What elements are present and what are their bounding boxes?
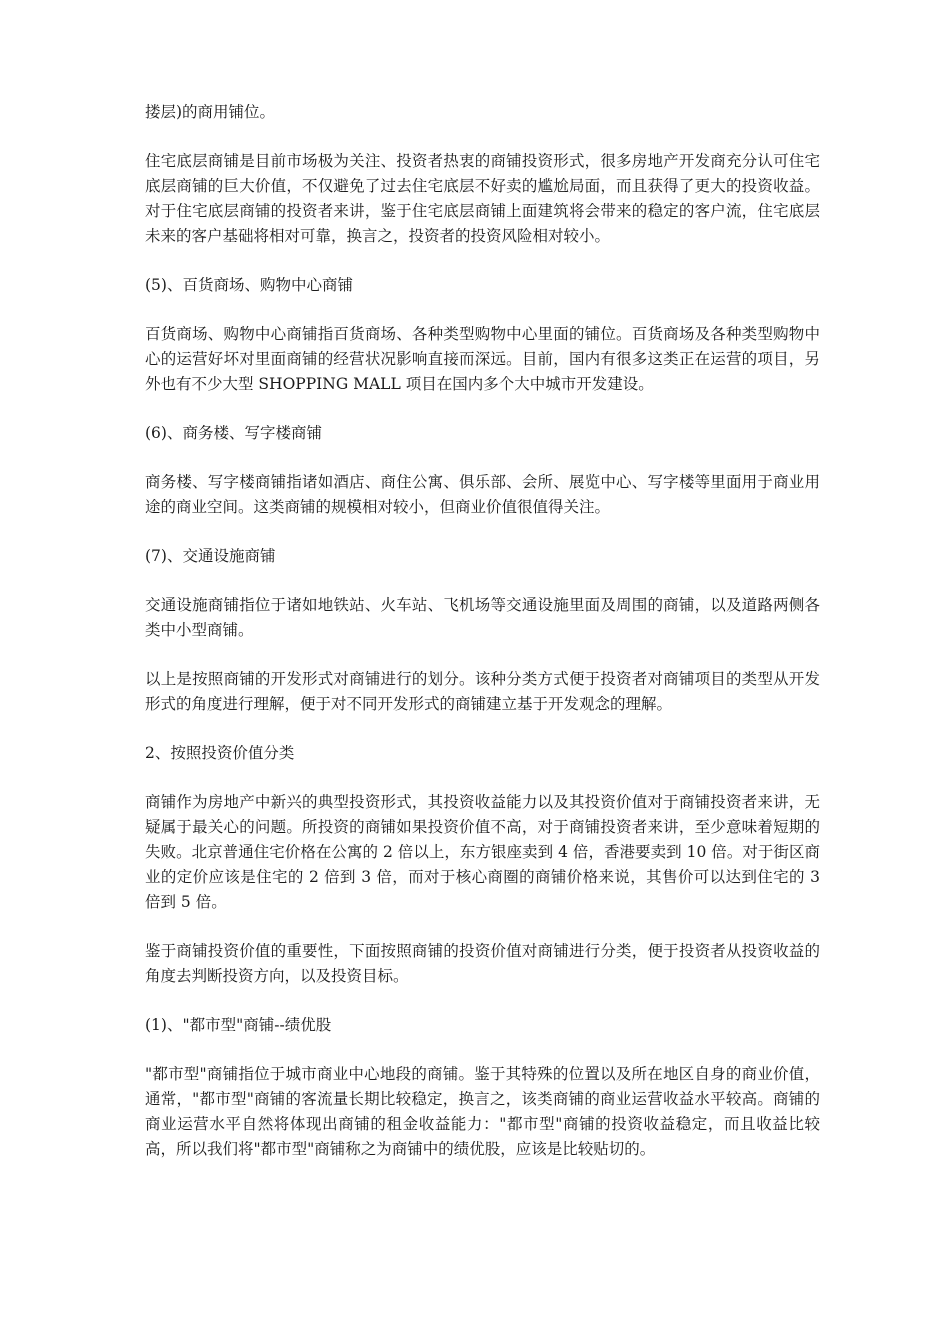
paragraph-summary-development: 以上是按照商铺的开发形式对商铺进行的划分。该种分类方式便于投资者对商铺项目的类型从开发形式的角度进行理解，便于对不同开发形式的商铺建立基于开发观念的理解。: [145, 670, 820, 713]
section-heading-office-building: (6)、商务楼、写字楼商铺: [145, 424, 322, 442]
section-heading-investment-value: 2、按照投资价值分类: [145, 744, 295, 762]
paragraph-investment-value: 商铺作为房地产中新兴的典型投资形式，其投资收益能力以及其投资价值对于商铺投资者来讲，无疑属于最关心的问题。所投资的商铺如果投资价值不高，对于商铺投资者来讲，至少意味着短期的失败。北京普通住宅价格在公寓的 2 倍以上，东方银座卖到 4 倍，香港要卖到 10 倍。对于街区商业的定价应该是住宅的 2 倍到 3 倍，而对于核心商圈的商铺价格来说，其售价可以达到住宅的 3 倍到 5 倍。: [145, 793, 820, 911]
paragraph-residential-ground-floor: 住宅底层商铺是目前市场极为关注、投资者热衷的商铺投资形式，很多房地产开发商充分认可住宅底层商铺的巨大价值，不仅避免了过去住宅底层不好卖的尴尬局面，而且获得了更大的投资收益。对于住宅底层商铺的投资者来讲，鉴于住宅底层商铺上面建筑将会带来的稳定的客户流，住宅底层未来的客户基础将相对可靠，换言之，投资者的投资风险相对较小。: [145, 152, 820, 245]
paragraph-intro-fragment: 搂层)的商用铺位。: [145, 103, 276, 121]
section-heading-department-store: (5)、百货商场、购物中心商铺: [145, 276, 353, 294]
paragraph-urban-type: "都市型"商铺指位于城市商业中心地段的商铺。鉴于其特殊的位置以及所在地区自身的商业价值，通常，"都市型"商铺的客流量长期比较稳定，换言之，该类商铺的商业运营收益水平较高。商铺的商业运营水平自然将体现出商铺的租金收益能力："都市型"商铺的投资收益稳定，而且收益比较高，所以我们将"都市型"商铺称之为商铺中的绩优股，应该是比较贴切的。: [145, 1065, 820, 1158]
paragraph-classification-intro: 鉴于商铺投资价值的重要性，下面按照商铺的投资价值对商铺进行分类，便于投资者从投资收益的角度去判断投资方向，以及投资目标。: [145, 942, 820, 985]
section-heading-urban-type: (1)、"都市型"商铺--绩优股: [145, 1016, 332, 1034]
paragraph-department-store: 百货商场、购物中心商铺指百货商场、各种类型购物中心里面的铺位。百货商场及各种类型购物中心的运营好坏对里面商铺的经营状况影响直接而深远。目前，国内有很多这类正在运营的项目，另外也有不少大型 SHOPPING MALL 项目在国内多个大中城市开发建设。: [145, 325, 820, 393]
document-body: [145, 100, 820, 1186]
paragraph-office-building: 商务楼、写字楼商铺指诸如酒店、商住公寓、俱乐部、会所、展览中心、写字楼等里面用于商业用途的商业空间。这类商铺的规模相对较小，但商业价值很值得关注。: [145, 473, 820, 516]
paragraph-transport: 交通设施商铺指位于诸如地铁站、火车站、飞机场等交通设施里面及周围的商铺，以及道路两侧各类中小型商铺。: [145, 596, 820, 639]
section-heading-transport: (7)、交通设施商铺: [145, 547, 276, 565]
